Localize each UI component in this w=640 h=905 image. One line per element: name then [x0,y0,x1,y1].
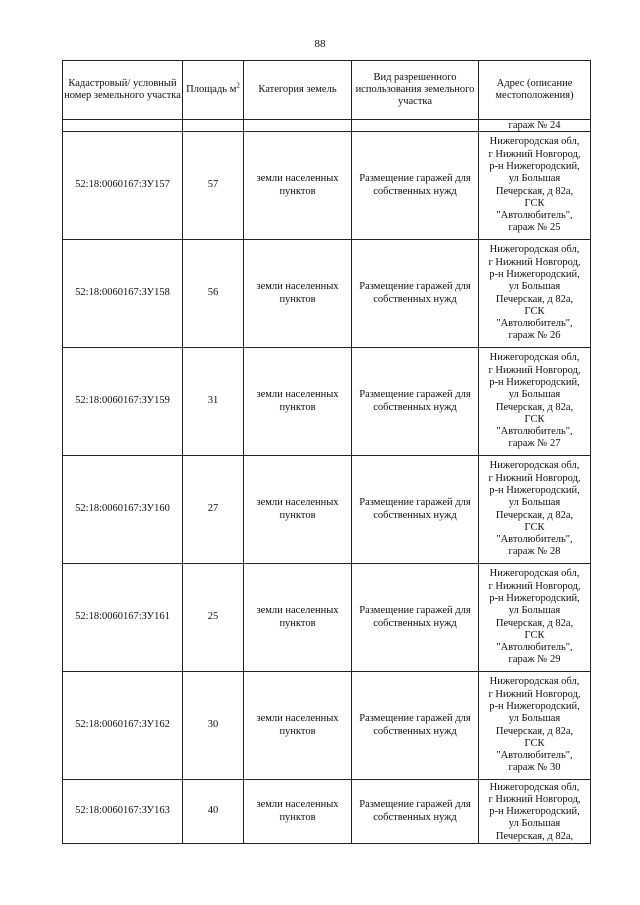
cell-address [479,672,591,780]
address-line: гараж № 26 [508,330,561,342]
cell-address-continuation: гараж № 24 [479,120,591,132]
header-address: Адрес (описание местоположения) [479,61,591,120]
cell-usage: Размещение гаражей для собственных нужд [352,240,479,348]
address-line: гараж № 25 [508,222,561,234]
cell-category: земли населенных пунктов [244,132,352,240]
address-line: ГСК [524,197,545,209]
address-line: р-н Нижегородский, [489,268,580,280]
cell-cadastral: 52:18:0060167:ЗУ158 [63,240,183,348]
cell-area: 57 [183,132,244,240]
cell-usage: Размещение гаражей для собственных нужд [352,132,479,240]
address-line: Нижегородская обл, [489,568,580,580]
cell-usage: Размещение гаражей для собственных нужд [352,564,479,672]
address-line: ул Большая [508,497,561,509]
address-line: р-н Нижегородский, [489,376,580,388]
address-line: ГСК [524,413,545,425]
address-line: Печерская, д 82а, [495,293,574,305]
address-line: Нижегородская обл, [489,676,580,688]
header-cadastral: Кадастровый/ условный номер земельного участка [63,61,183,120]
address-line: г Нижний Новгород, [488,472,581,484]
address-line: гараж № 30 [508,762,561,774]
cell-category: земли населенных пунктов [244,564,352,672]
address-line: г Нижний Новгород, [488,364,581,376]
table-body [63,120,591,844]
address-line: "Автолюбитель", [496,534,573,546]
address-line: Нижегородская обл, [489,781,580,793]
table-row [63,456,591,564]
table-row [63,780,591,844]
address-line: г Нижний Новгород, [488,148,581,160]
cell-area: 30 [183,672,244,780]
cell-address [479,564,591,672]
address-line: ул Большая [508,605,561,617]
address-line: Нижегородская обл, [489,460,580,472]
table-row [63,132,591,240]
header-category: Категория земель [244,61,352,120]
address-line: р-н Нижегородский, [489,160,580,172]
table-row [63,564,591,672]
address-line: ГСК [524,629,545,641]
cell-area: 40 [183,780,244,844]
cell-category: земли населенных пунктов [244,456,352,564]
header-area-label: Площадь м [186,83,237,95]
address-line: ГСК [524,521,545,533]
address-line: Печерская, д 82а, [495,185,574,197]
address-line: "Автолюбитель", [496,426,573,438]
address-line: "Автолюбитель", [496,750,573,762]
cell-address [479,456,591,564]
address-line: "Автолюбитель", [496,642,573,654]
table-row [63,348,591,456]
address-line: Нижегородская обл, [489,352,580,364]
address-line: ГСК [524,737,545,749]
cell-category [244,120,352,132]
land-plots-table [62,60,591,844]
address-line: Печерская, д 82а, [495,725,574,737]
cell-address [479,132,591,240]
cell-cadastral: 52:18:0060167:ЗУ163 [63,780,183,844]
header-area [183,61,244,120]
address-line: Печерская, д 82а, [495,509,574,521]
cell-usage: Размещение гаражей для собственных нужд [352,456,479,564]
cell-cadastral: 52:18:0060167:ЗУ159 [63,348,183,456]
address-line: Нижегородская обл, [489,136,580,148]
cell-area: 31 [183,348,244,456]
address-line: г Нижний Новгород, [488,688,581,700]
address-line: ул Большая [508,281,561,293]
cell-address [479,348,591,456]
address-line: г Нижний Новгород, [488,793,581,805]
address-line: ул Большая [508,173,561,185]
table-row [63,672,591,780]
address-line: гараж № 29 [508,654,561,666]
cell-category: земли населенных пунктов [244,780,352,844]
address-line: "Автолюбитель", [496,210,573,222]
table-header [63,61,591,120]
address-line: р-н Нижегородский, [489,592,580,604]
header-usage: Вид разрешенного использования земельного участка [352,61,479,120]
continuation-row [63,120,591,132]
cell-cadastral: 52:18:0060167:ЗУ161 [63,564,183,672]
address-line: Печерская, д 82а, [495,401,574,413]
address-line: р-н Нижегородский, [489,700,580,712]
address-line: ГСК [524,305,545,317]
cell-category: земли населенных пунктов [244,348,352,456]
cell-cadastral: 52:18:0060167:ЗУ160 [63,456,183,564]
address-line: р-н Нижегородский, [489,806,580,818]
address-line: г Нижний Новгород, [488,256,581,268]
cell-cadastral: 52:18:0060167:ЗУ162 [63,672,183,780]
cell-cadastral: 52:18:0060167:ЗУ157 [63,132,183,240]
cell-category: земли населенных пунктов [244,672,352,780]
cell-address [479,780,591,844]
cell-usage: Размещение гаражей для собственных нужд [352,780,479,844]
cell-area: 56 [183,240,244,348]
cell-category: земли населенных пунктов [244,240,352,348]
address-line: Печерская, д 82а, [495,830,574,842]
address-line: "Автолюбитель", [496,318,573,330]
address-line: р-н Нижегородский, [489,484,580,496]
cell-area [183,120,244,132]
cell-cadastral [63,120,183,132]
cell-area: 27 [183,456,244,564]
address-line: гараж № 28 [508,546,561,558]
address-line: ул Большая [508,713,561,725]
page-number: 88 [314,38,326,50]
address-line: гараж № 27 [508,438,561,450]
address-line: Нижегородская обл, [489,244,580,256]
address-line: Печерская, д 82а, [495,617,574,629]
cell-area: 25 [183,564,244,672]
cell-usage: Размещение гаражей для собственных нужд [352,348,479,456]
address-line: ул Большая [508,389,561,401]
table-row [63,240,591,348]
header-area-superscript: 2 [236,81,240,90]
cell-address [479,240,591,348]
address-line: г Нижний Новгород, [488,580,581,592]
cell-usage [352,120,479,132]
address-line: ул Большая [508,818,561,830]
cell-usage: Размещение гаражей для собственных нужд [352,672,479,780]
